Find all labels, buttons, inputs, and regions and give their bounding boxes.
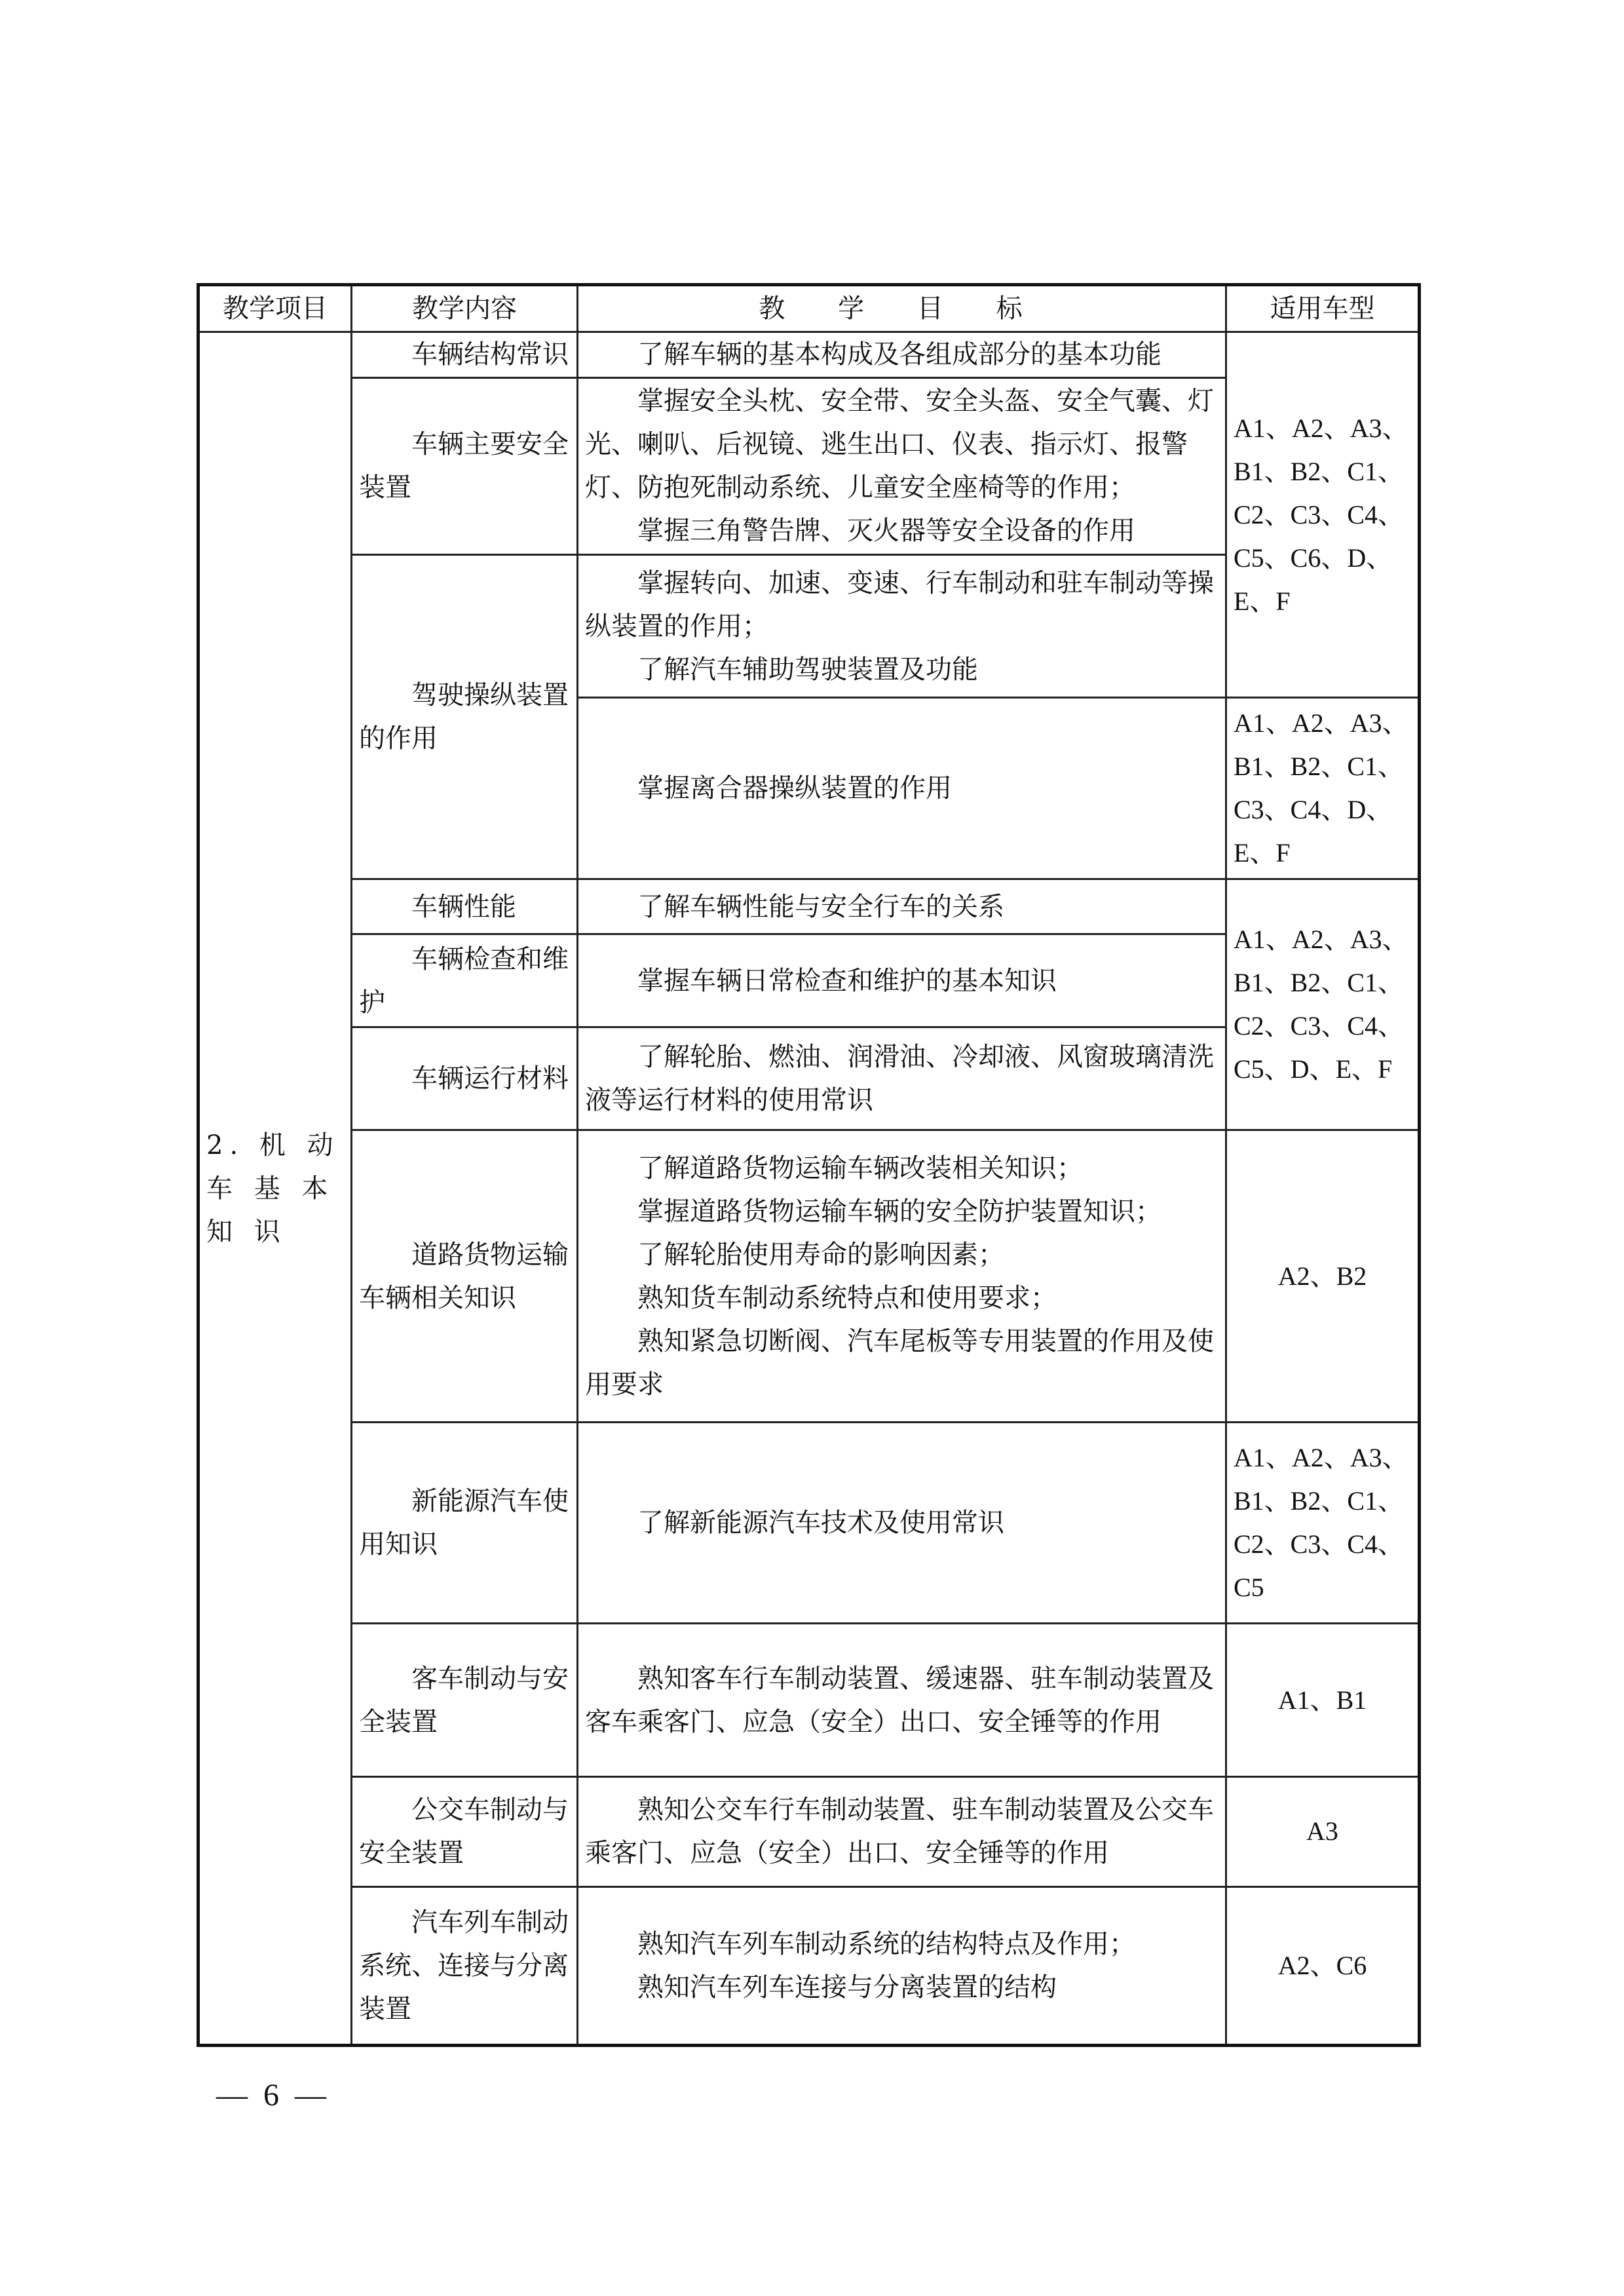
goal-cell: 了解轮胎、燃油、润滑油、冷却液、风窗玻璃清洗液等运行材料的使用常识 — [578, 1027, 1226, 1130]
content-cell: 车辆运行材料 — [352, 1027, 578, 1130]
table-row — [198, 1130, 1420, 1423]
vehicle-type-cell: A1、A2、A3、B1、B2、C1、C2、C3、C4、C5、D、E、F — [1226, 879, 1420, 1130]
goal-cell: 了解车辆的基本构成及各组成部分的基本功能 — [578, 332, 1226, 378]
page-number: — 6 — — [216, 2078, 330, 2113]
content-cell: 车辆主要安全装置 — [352, 377, 578, 554]
table-row — [198, 1886, 1420, 2045]
goal-cell: 熟知汽车列车制动系统的结构特点及作用； 熟知汽车列车连接与分离装置的结构 — [578, 1886, 1226, 2045]
vehicle-type-cell: A1、A2、A3、B1、B2、C1、C2、C3、C4、C5 — [1226, 1423, 1420, 1624]
goal-cell: 掌握安全头枕、安全带、安全头盔、安全气囊、灯光、喇叭、后视镜、逃生出口、仪表、指示灯、报警灯、防抱死制动系统、儿童安全座椅等的作用； 掌握三角警告牌、灭火器等安全设备的作用 — [578, 377, 1226, 554]
content-cell: 公交车制动与安全装置 — [352, 1777, 578, 1887]
header-content: 教学内容 — [352, 285, 578, 332]
content-cell: 新能源汽车使用知识 — [352, 1423, 578, 1624]
table-header-row — [198, 285, 1420, 332]
header-goal: 教 学 目 标 — [578, 285, 1226, 332]
content-cell: 驾驶操纵装置的作用 — [352, 555, 578, 879]
content-cell: 客车制动与安全装置 — [352, 1624, 578, 1777]
content-cell: 汽车列车制动系统、连接与分离装置 — [352, 1886, 578, 2045]
table-row — [198, 1624, 1420, 1777]
content-cell: 车辆检查和维护 — [352, 934, 578, 1027]
content-cell: 道路货物运输车辆相关知识 — [352, 1130, 578, 1423]
header-project: 教学项目 — [198, 285, 352, 332]
header-vehicle-type: 适用车型 — [1226, 285, 1420, 332]
project-cell: 2. 机 动 车 基 本 知 识 — [198, 332, 352, 2046]
vehicle-type-cell: A1、A2、A3、B1、B2、C1、C3、C4、D、E、F — [1226, 698, 1420, 879]
content-cell: 车辆性能 — [352, 879, 578, 934]
goal-cell: 了解新能源汽车技术及使用常识 — [578, 1423, 1226, 1624]
goal-cell: 熟知客车行车制动装置、缓速器、驻车制动装置及客车乘客门、应急（安全）出口、安全锤等的作用 — [578, 1624, 1226, 1777]
vehicle-type-cell: A1、A2、A3、B1、B2、C1、C2、C3、C4、C5、C6、D、E、F — [1226, 332, 1420, 698]
table-row — [198, 1423, 1420, 1624]
goal-cell: 了解车辆性能与安全行车的关系 — [578, 879, 1226, 934]
goal-cell: 了解道路货物运输车辆改装相关知识； 掌握道路货物运输车辆的安全防护装置知识； 了解轮胎使用寿命的影响因素； 熟知货车制动系统特点和使用要求； 熟知紧急切断阀、汽车尾板等专用装置的作用及使用要求 — [578, 1130, 1226, 1423]
goal-cell: 掌握车辆日常检查和维护的基本知识 — [578, 934, 1226, 1027]
content-cell: 车辆结构常识 — [352, 332, 578, 378]
goal-cell: 掌握转向、加速、变速、行车制动和驻车制动等操纵装置的作用； 了解汽车辅助驾驶装置及功能 — [578, 555, 1226, 698]
table-row — [198, 1777, 1420, 1887]
teaching-table — [197, 283, 1421, 2047]
vehicle-type-cell: A3 — [1226, 1777, 1420, 1887]
goal-cell: 掌握离合器操纵装置的作用 — [578, 698, 1226, 879]
vehicle-type-cell: A2、C6 — [1226, 1886, 1420, 2045]
vehicle-type-cell: A2、B2 — [1226, 1130, 1420, 1423]
vehicle-type-cell: A1、B1 — [1226, 1624, 1420, 1777]
goal-cell: 熟知公交车行车制动装置、驻车制动装置及公交车乘客门、应急（安全）出口、安全锤等的作用 — [578, 1777, 1226, 1887]
table-row — [198, 332, 1420, 378]
table-row — [198, 879, 1420, 934]
